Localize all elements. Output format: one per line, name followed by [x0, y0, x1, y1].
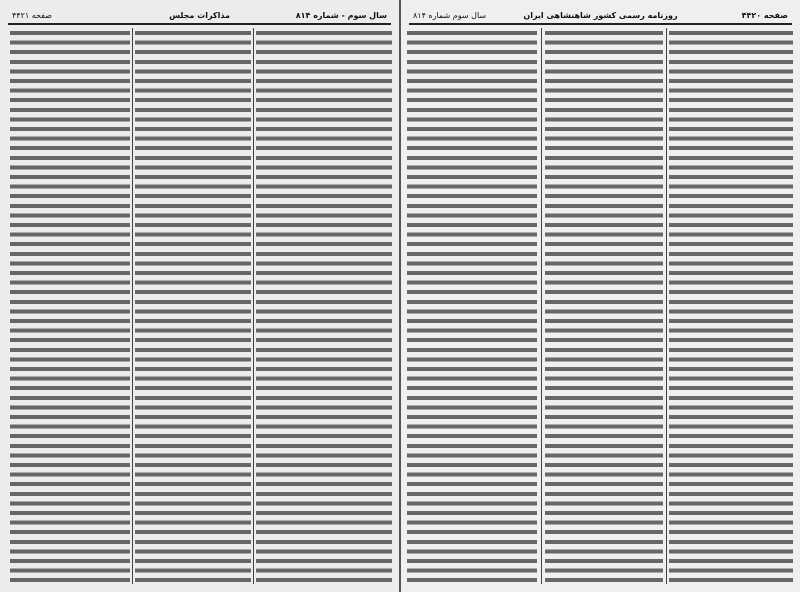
page-number: صفحه ۴۴۲۱	[12, 11, 53, 20]
issue-label: سال سوم شماره ۸۱۴	[413, 11, 487, 20]
header-rule	[8, 23, 391, 25]
column-divider	[132, 28, 133, 584]
text-column	[545, 28, 663, 584]
column-divider	[666, 28, 667, 584]
left-page	[0, 0, 399, 592]
right-page	[401, 0, 800, 592]
text-column	[256, 28, 392, 584]
text-column	[407, 28, 537, 584]
issue-label: سال سوم - شماره ۸۱۴	[295, 11, 387, 20]
text-column	[669, 28, 793, 584]
right-page-header	[409, 9, 792, 23]
page-number: صفحه ۴۴۲۰	[741, 11, 788, 20]
header-rule	[409, 23, 792, 25]
section-title: روزنامه رسمی کشور شاهنشاهی ایران	[523, 11, 678, 20]
text-column	[10, 28, 130, 584]
section-title: مذاکرات مجلس	[169, 11, 230, 20]
column-divider	[253, 28, 254, 584]
text-column	[135, 28, 251, 584]
column-divider	[541, 28, 542, 584]
left-page-header	[8, 9, 391, 23]
